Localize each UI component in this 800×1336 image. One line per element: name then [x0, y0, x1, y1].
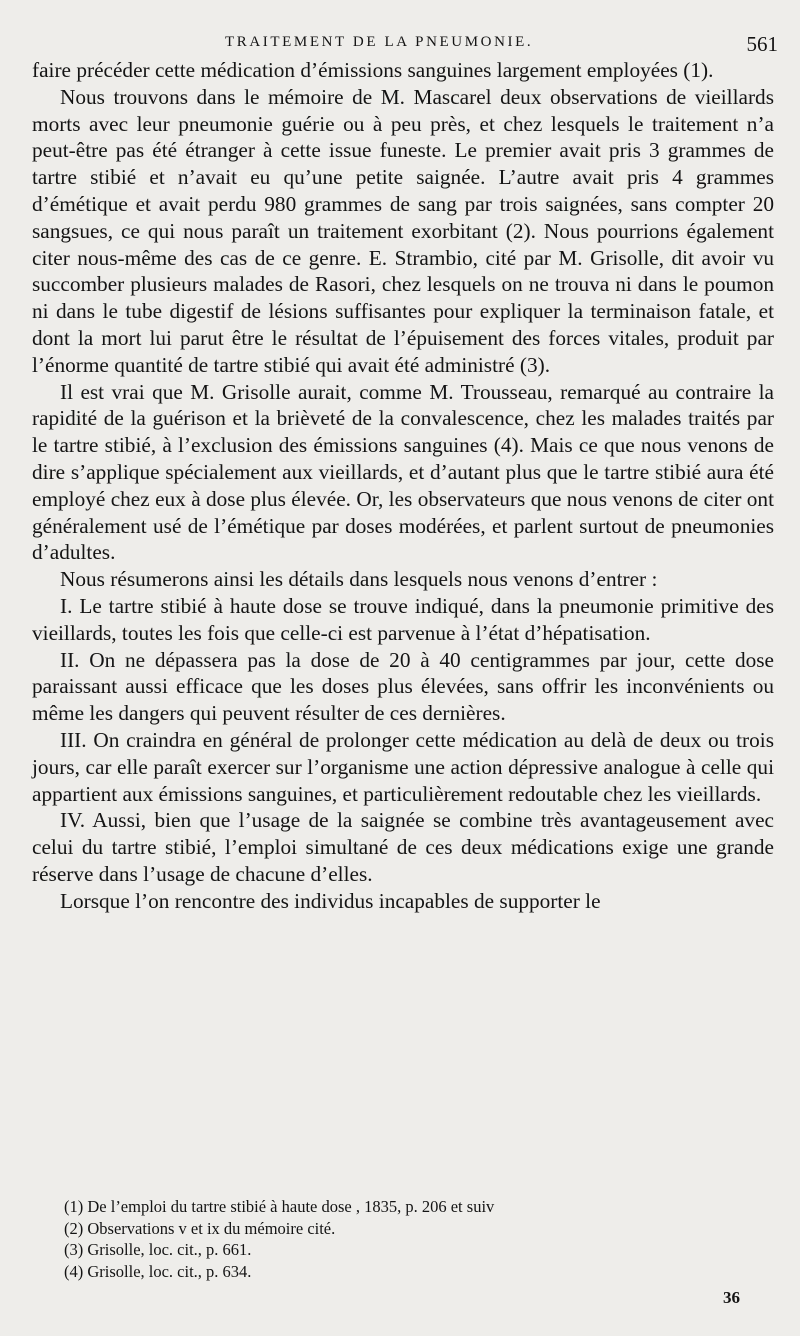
paragraph-6: II. On ne dépassera pas la dose de 20 à 40 centigrammes par jour, cette dose paraissant aussi efficace que les doses plus élevées, sans offrir les inconvénients ou même les dangers qui peuvent résulter de ces dernières.	[32, 647, 774, 726]
paragraph-2: Nous trouvons dans le mémoire de M. Mascarel deux observations de vieillards morts avec leur pneumonie guérie ou à peu près, et chez lesquels le traitement n’a peut-être pas été étranger à cette issue funeste. Le premier avait pris 3 grammes de tartre stibié et n’avait eu qu’une petite saignée. L’autre avait pris 4 grammes d’émétique et avait perdu 980 grammes de sang par trois saignées, sans compter 20 sangsues, ce qui nous paraît un traitement exorbitant (2). Nous pourrions également citer nous-même des cas de ce genre. E. Strambio, cité par M. Grisolle, dit avoir vu succomber plusieurs malades de Rasori, chez lesquels on ne trouva ni dans le poumon ni dans le tube digestif de lésions suffisantes pour expliquer la terminaison fatale, et dont la mort lui parut être le résultat de l’épuisement des forces vitales, produit par l’énorme quantité de tartre stibié qui avait été administré (3).	[32, 84, 774, 377]
paragraph-7: III. On craindra en général de prolonger cette médication au delà de deux ou trois jours, car elle paraît exercer sur l’organisme une action dépressive analogue à celle qui appartient aux émissions sanguines, et particulièrement redoutable chez les vieillards.	[32, 727, 774, 806]
footnote-4: (4) Grisolle, loc. cit., p. 634.	[64, 1261, 252, 1281]
signature-mark: 36	[723, 1288, 740, 1307]
paragraph-4: Nous résumerons ainsi les détails dans lesquels nous venons d’entrer :	[60, 567, 658, 592]
running-title: TRAITEMENT DE LA PNEUMONIE.	[225, 34, 534, 50]
body-text	[32, 57, 774, 915]
paragraph-1: faire précéder cette médication d’émissions sanguines largement employées (1).	[32, 58, 714, 82]
footnote-2: (2) Observations v et ix du mémoire cité.	[64, 1218, 336, 1238]
paragraph-5: I. Le tartre stibié à haute dose se trouve indiqué, dans la pneumonie primitive des vieillards, toutes les fois que celle-ci est parvenue à l’état d’hépatisation.	[32, 593, 774, 645]
paragraph-8: IV. Aussi, bien que l’usage de la saignée se combine très avantageusement avec celui du tartre stibié, l’emploi simultané de ces deux médications exige une grande réserve dans l’usage de chacune d’elles.	[32, 808, 774, 886]
footnote-3: (3) Grisolle, loc. cit., p. 661.	[64, 1240, 252, 1259]
footnote-1: (1) De l’emploi du tartre stibié à haute dose , 1835, p. 206 et suiv	[64, 1197, 495, 1216]
page-number: 561	[746, 32, 778, 56]
running-header	[0, 32, 800, 58]
footnotes	[64, 1196, 764, 1282]
paragraph-3: Il est vrai que M. Grisolle aurait, comme M. Trousseau, remarqué au contraire la rapidité de la guérison et la brièveté de la convalescence, chez les malades traités par le tartre stibié, à l’exclusion des émissions sanguines (4). Mais ce que nous venons de dire s’applique spécialement aux vieillards, et d’autant plus que le tartre stibié aura été employé chez eux à dose plus élevée. Or, les observateurs que nous venons de citer ont généralement usé de l’émétique par doses modérées, et parlent surtout de pneumonies d’adultes.	[32, 379, 774, 565]
paragraph-9: Lorsque l’on rencontre des individus incapables de supporter le	[60, 888, 601, 913]
